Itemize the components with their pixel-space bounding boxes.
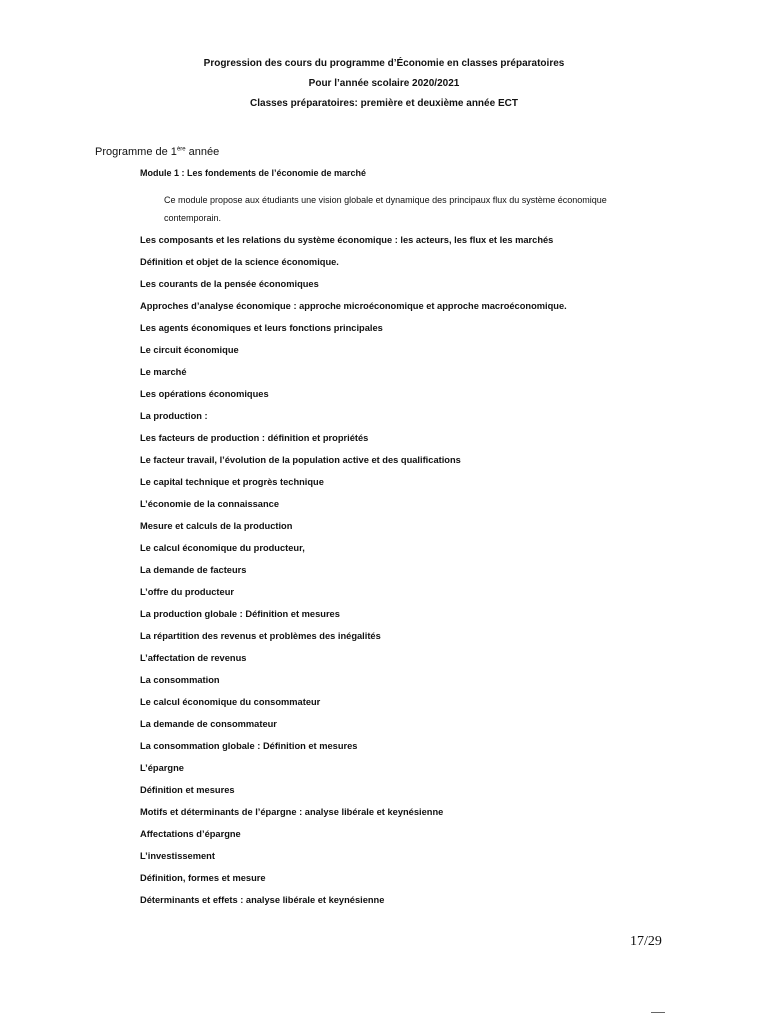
topic-item: La production globale : Définition et mesures [140, 609, 340, 619]
module-description: Ce module propose aux étudiants une vision globale et dynamique des principaux flux du système économique contemporain. [164, 195, 607, 223]
program-title-superscript: ère [176, 146, 186, 153]
topic-item: Définition, formes et mesure [140, 873, 266, 883]
topic-item: Mesure et calculs de la production [140, 521, 293, 531]
topic-item: La demande de consommateur [140, 719, 277, 729]
topic-item: Les facteurs de production : définition et propriétés [140, 433, 369, 443]
topic-item: L’affectation de revenus [140, 653, 247, 663]
page-number: 17/29 [630, 934, 662, 949]
topic-item: L’offre du producteur [140, 587, 234, 597]
header-title: Progression des cours du programme d’Économie en classes préparatoires [203, 58, 565, 69]
topic-item: Déterminants et effets : analyse libérale et keynésienne [140, 895, 385, 905]
topic-item: La consommation globale : Définition et mesures [140, 741, 358, 751]
footer-mark [651, 1012, 665, 1013]
topic-item: La demande de facteurs [140, 565, 247, 575]
topic-item: La répartition des revenus et problèmes des inégalités [140, 631, 381, 641]
topic-item: La production : [140, 411, 208, 421]
topic-item: Définition et objet de la science économique. [140, 257, 339, 267]
topic-item: La consommation [140, 675, 220, 685]
topic-item: Approches d’analyse économique : approche microéconomique et approche macroéconomique. [140, 301, 567, 311]
program-title [95, 146, 219, 158]
topic-item: Les opérations économiques [140, 389, 269, 399]
topic-item: Le calcul économique du producteur, [140, 543, 305, 553]
document-header [0, 54, 768, 114]
topic-item: Le facteur travail, l’évolution de la population active et des qualifications [140, 455, 461, 465]
module-title: Module 1 : Les fondements de l’économie de marché [140, 168, 367, 178]
topic-item: L’investissement [140, 851, 215, 861]
topic-list [140, 229, 567, 911]
topic-item: Le capital technique et progrès technique [140, 477, 324, 487]
program-title-prefix: Programme de 1 [95, 146, 177, 158]
header-classes: Classes préparatoires: première et deuxième année ECT [250, 98, 518, 109]
topic-item: Les courants de la pensée économiques [140, 279, 319, 289]
header-school-year: Pour l’année scolaire 2020/2021 [308, 78, 460, 89]
topic-item: Les composants et les relations du système économique : les acteurs, les flux et les marchés [140, 235, 554, 245]
topic-item: Le calcul économique du consommateur [140, 697, 321, 707]
topic-item: Affectations d’épargne [140, 829, 241, 839]
topic-item: Les agents économiques et leurs fonctions principales [140, 323, 383, 333]
topic-item: Définition et mesures [140, 785, 235, 795]
topic-item: L’économie de la connaissance [140, 499, 279, 509]
topic-item: Motifs et déterminants de l’épargne : analyse libérale et keynésienne [140, 807, 444, 817]
topic-item: L’épargne [140, 763, 184, 773]
topic-item: Le marché [140, 367, 187, 377]
program-title-suffix: année [185, 146, 220, 158]
topic-item: Le circuit économique [140, 345, 239, 355]
